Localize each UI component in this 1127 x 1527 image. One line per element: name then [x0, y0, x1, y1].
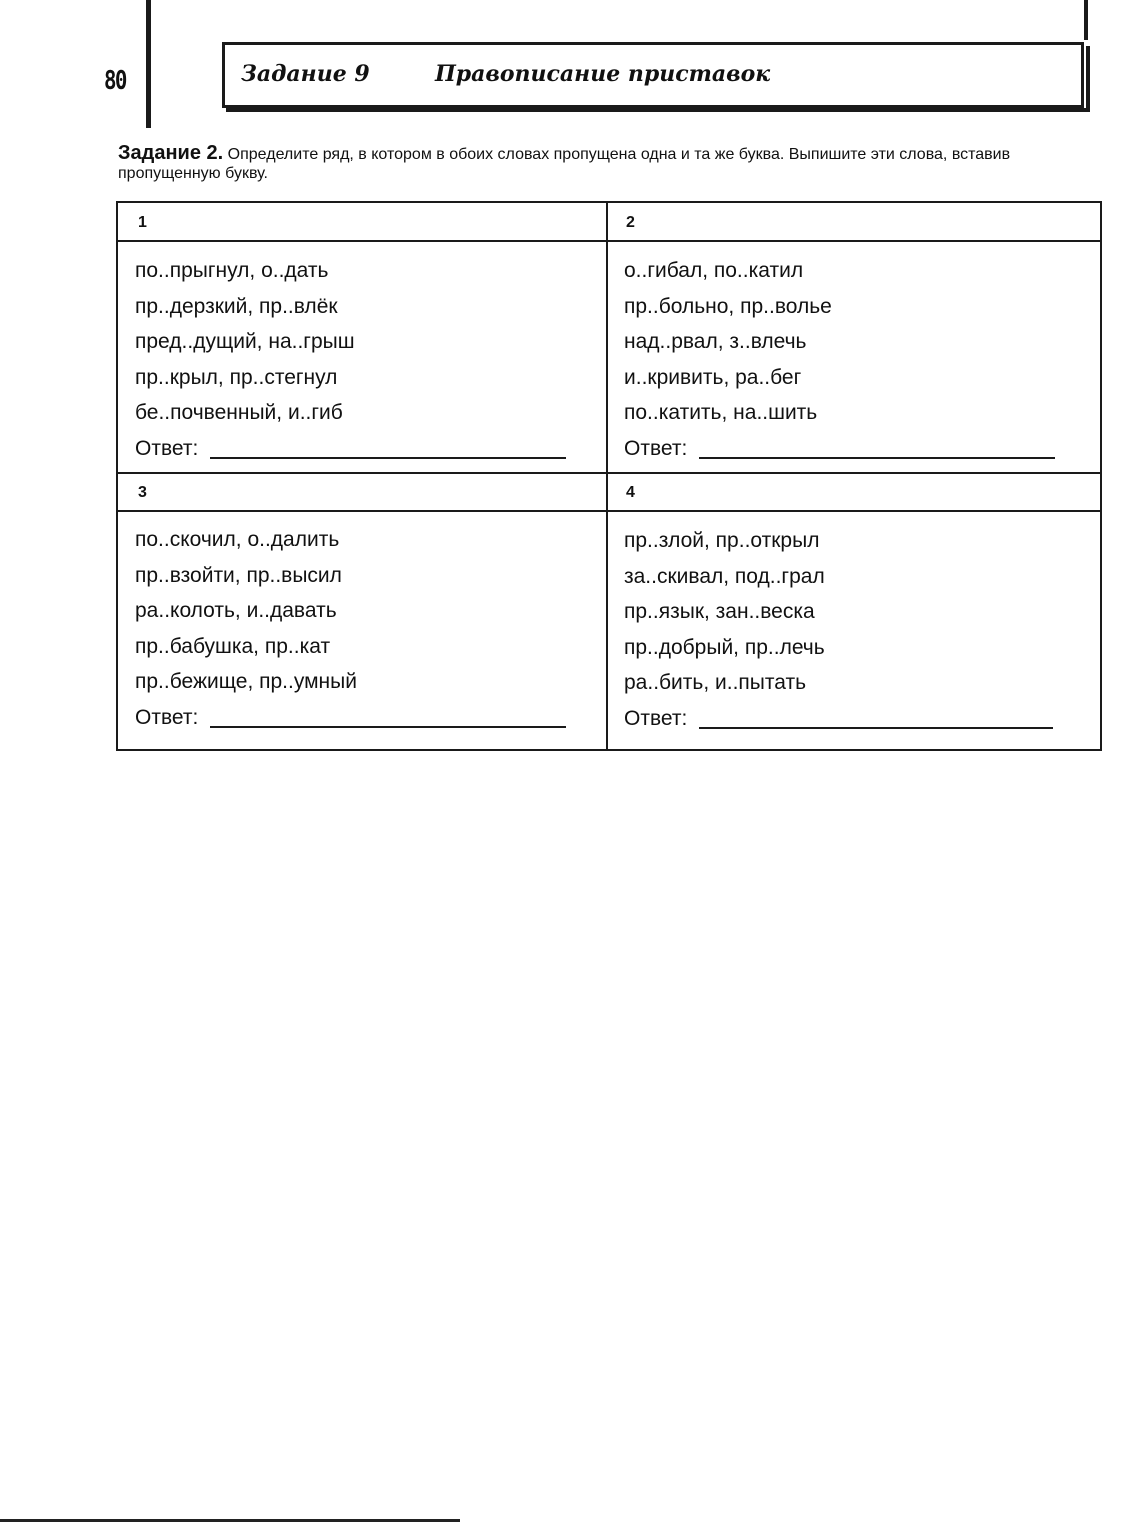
word-row: ра..бить, и..пытать [624, 671, 807, 694]
word-row: пр..бабушка, пр..кат [135, 634, 331, 658]
cell-number-2: 2 [626, 214, 635, 231]
word-row: пр..дерзкий, пр..влёк [135, 294, 338, 318]
word-row: о..гибал, по..катил [624, 259, 804, 282]
word-row: пр..бежище, пр..умный [135, 670, 357, 693]
answer-row [135, 431, 566, 467]
cell-number-1: 1 [138, 214, 147, 231]
header-row-divider-bottom [118, 510, 1100, 512]
header-topic: Правописание приставок [435, 61, 771, 87]
header-shadow-side [1086, 46, 1090, 112]
page-number: 80 [104, 66, 126, 96]
word-row: пред..дущий, на..грыш [135, 330, 355, 353]
answer-row [624, 701, 1053, 737]
answer-row [135, 700, 566, 736]
answer-label: Ответ: [624, 436, 688, 460]
cell-words-2 [624, 253, 1055, 466]
answer-field[interactable] [210, 726, 566, 728]
answer-label: Ответ: [624, 706, 688, 730]
word-row: над..рвал, з..влечь [624, 330, 807, 353]
answer-row [624, 431, 1055, 467]
exercise-table [116, 201, 1102, 751]
word-row: пр..язык, зан..веска [624, 600, 815, 623]
word-row: по..катить, на..шить [624, 401, 818, 424]
row-divider [118, 472, 1100, 474]
cell-words-4 [624, 523, 1053, 736]
word-row: пр..взойти, пр..высил [135, 563, 342, 587]
task-text: Определите ряд, в котором в обоих словах пропущена одна и та же буква. Выпишите эти слова, вставив пропущенную букву. [118, 146, 1011, 182]
word-row: пр..злой, пр..открыл [624, 529, 820, 552]
answer-field[interactable] [699, 457, 1055, 459]
word-row: за..скивал, под..грал [624, 564, 825, 588]
scan-edge [0, 1519, 460, 1522]
word-row: пр..больно, пр..волье [624, 294, 832, 318]
word-row: бе..почвенный, и..гиб [135, 401, 343, 424]
header-task: Задание 9 [241, 61, 370, 87]
word-row: по..прыгнул, о..дать [135, 259, 329, 282]
word-row: и..кривить, ра..бег [624, 365, 802, 389]
cell-number-4: 4 [626, 484, 635, 501]
word-row: пр..крыл, пр..стегнул [135, 365, 338, 389]
frame-edge [1084, 0, 1088, 40]
answer-label: Ответ: [135, 705, 199, 729]
column-divider [606, 203, 608, 749]
word-row: пр..добрый, пр..лечь [624, 635, 825, 659]
cell-number-3: 3 [138, 484, 147, 501]
task-instruction [118, 144, 1102, 183]
header-shadow [226, 108, 1090, 112]
cell-words-1 [135, 253, 566, 466]
section-header [222, 42, 1084, 108]
word-row: по..скочил, о..далить [135, 528, 340, 551]
margin-rule [146, 0, 151, 128]
answer-label: Ответ: [135, 436, 199, 460]
task-label: Задание 2. [118, 142, 224, 164]
answer-field[interactable] [210, 457, 566, 459]
word-row: ра..колоть, и..давать [135, 599, 337, 622]
answer-field[interactable] [699, 727, 1053, 729]
header-row-divider-top [118, 240, 1100, 242]
cell-words-3 [135, 522, 566, 735]
